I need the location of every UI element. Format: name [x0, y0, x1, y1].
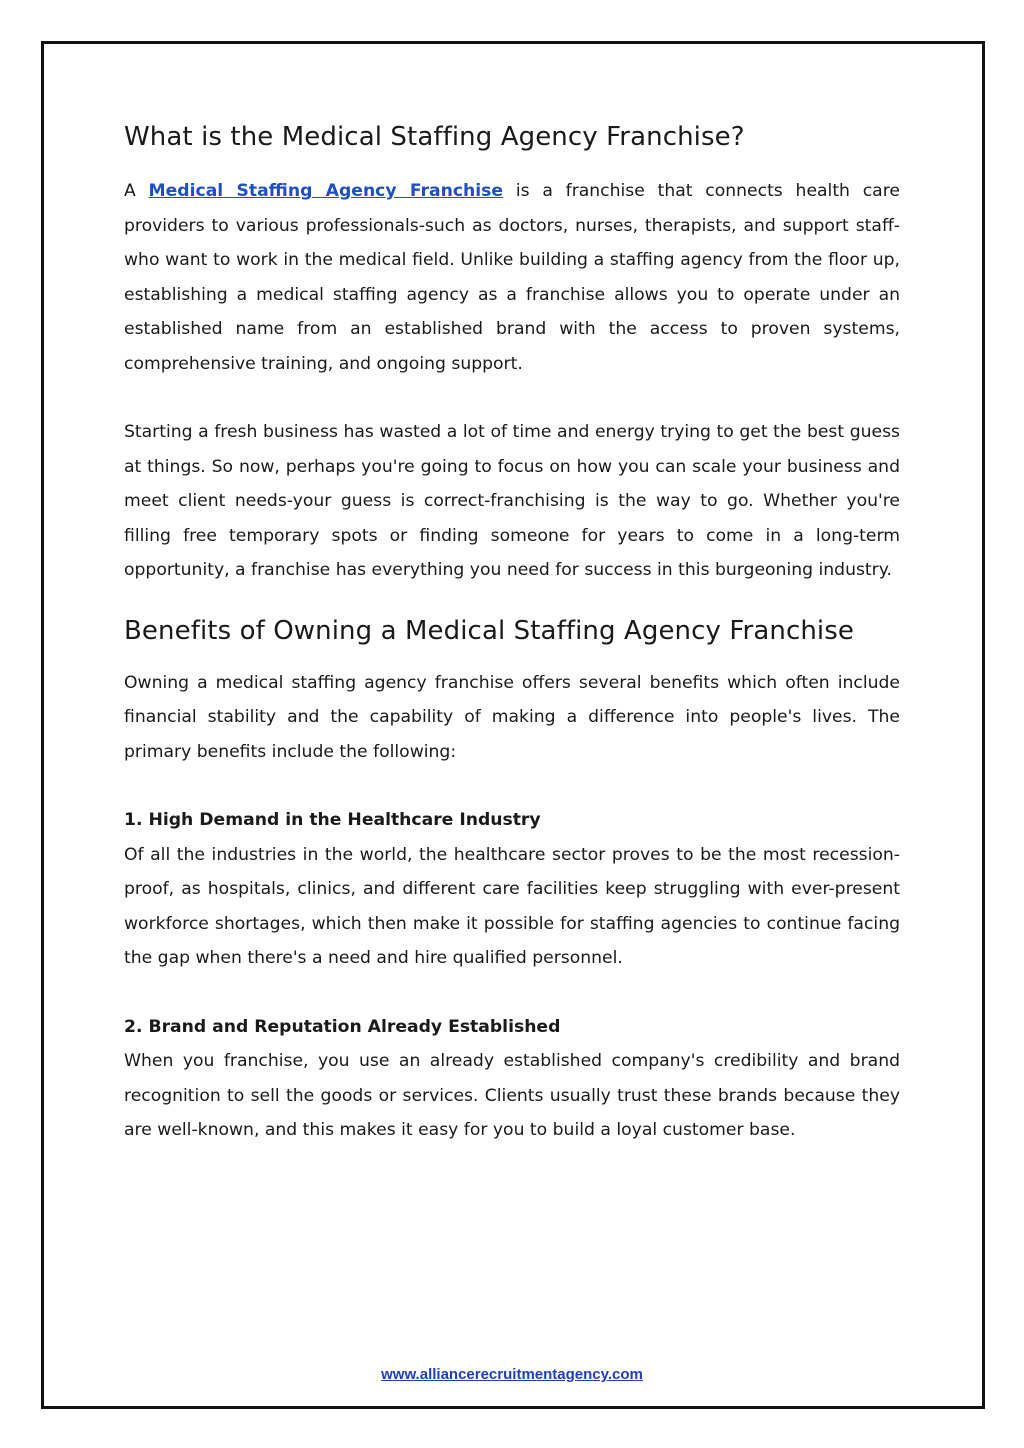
- page-footer: [0, 1366, 1024, 1383]
- intro-paragraph: [124, 174, 900, 381]
- intro-rest: is a franchise that connects health care providers to various professionals-such as doctors, nurses, therapists, and support staff-who want to work in the medical field. Unlike building a staffing agency from the floor up, establishing a medical staffing agency as a franchise allows you to operate under an established name from an established brand with the access to proven systems, comprehensive training, and ongoing support.: [124, 181, 900, 374]
- benefit-text-brand: When you franchise, you use an already established company's credibility and brand recognition to sell the goods or services. Clients usually trust these brands because they are well-known, and this makes it easy for you to build a loyal customer base.: [124, 1051, 900, 1140]
- benefit-heading-brand: 2. Brand and Reputation Already Established: [124, 1016, 561, 1037]
- section-title-benefits: Benefits of Owning a Medical Staffing Agency Franchise: [124, 615, 854, 646]
- benefit-text-high-demand: Of all the industries in the world, the healthcare sector proves to be the most recession-proof, as hospitals, clinics, and different care facilities keep struggling with ever-present workforce shortages, which then make it possible for staffing agencies to continue facing the gap when there's a need and hire qualified personnel.: [124, 844, 900, 968]
- page-title: What is the Medical Staffing Agency Franchise?: [124, 122, 745, 152]
- medical-staffing-franchise-link[interactable]: Medical Staffing Agency Franchise: [148, 181, 504, 201]
- footer-website-link[interactable]: www.alliancerecruitmentagency.com: [381, 1366, 643, 1383]
- benefit-heading-high-demand: 1. High Demand in the Healthcare Industry: [124, 810, 541, 830]
- benefits-intro-paragraph: Owning a medical staffing agency franchise offers several benefits which often include financial stability and the capability of making a difference into people's lives. The primary benefits include the following:: [124, 672, 900, 762]
- document-body: [124, 122, 900, 1148]
- paragraph-scaling: Starting a fresh business has wasted a lot of time and energy trying to get the best guess at things. So now, perhaps you're going to focus on how you can scale your business and meet client needs-your guess is correct-franchising is the way to go. Whether you're filling free temporary spots or finding someone for years to come in a long-term opportunity, a franchise has everything you need for success in this burgeoning industry.: [124, 422, 900, 580]
- intro-lead: A: [124, 181, 149, 201]
